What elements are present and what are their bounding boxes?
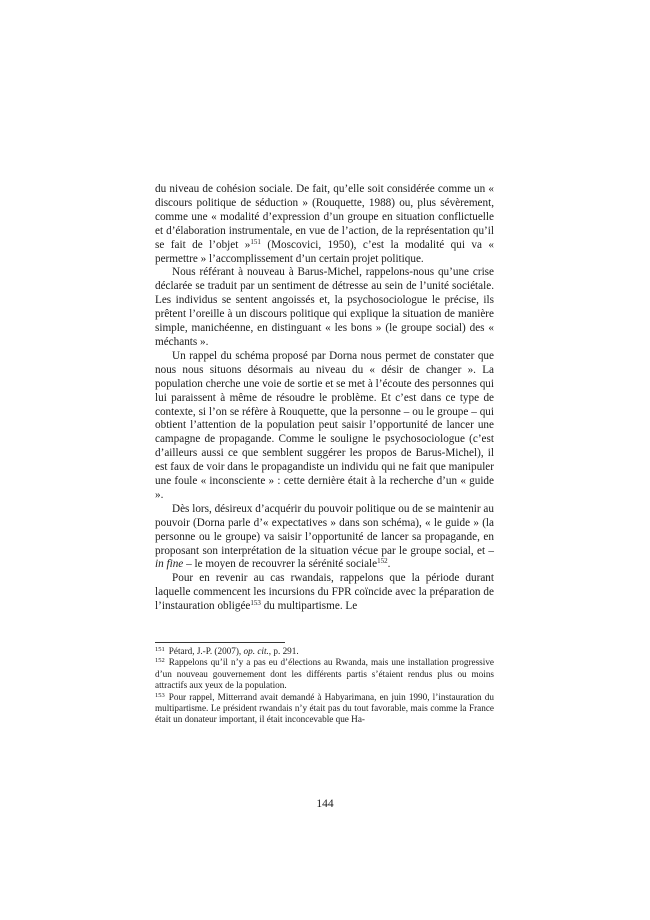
paragraph-4: Dès lors, désireux d’acquérir du pouvoir politique ou de se maintenir au pouvoir (Dorna parle d’« expectatives » dans son schéma), « le guide » (la personne ou le groupe) va saisir l’opportunité de lancer sa propagande, en proposant son interprétation de la situation vécue par le groupe social, et – in fine – le moyen de recouvrer la sérénité sociale$^{152}$.: [155, 502, 494, 571]
paragraph-3: Un rappel du schéma proposé par Dorna nous permet de constater que nous nous situons désormais au niveau du « désir de changer ». La population cherche une voie de sortie et se met à l’écoute des personnes qui lui paraissent à même de résoudre le problème. Et c’est dans ce type de contexte, si l’on se réfère à Rouquette, que la personne – ou le groupe – qui obtient l’attention de la population peut saisir l’opportunité de lancer une campagne de propagande. Comme le souligne le psychosociologue (c’est d’ailleurs aussi ce que semblent suggérer les propos de Barus-Michel), il est faux de voir dans le propagandiste un individu qui ne fait que manipuler une foule « inconsciente » : cette dernière était à la recherche d’un « guide ».: [155, 349, 494, 501]
footnotes: [155, 646, 494, 726]
footnote-separator: [155, 642, 285, 643]
body-text: [155, 183, 494, 614]
page-number: 144: [316, 798, 334, 810]
footnote-151: $^{151}$ Pétard, J.-P. (2007), op. cit., p. 291.: [155, 646, 299, 656]
footnote-number: 151: [155, 646, 165, 653]
footnote-number: 153: [155, 691, 165, 699]
footnote-ref-151[interactable]: 151: [250, 237, 261, 246]
footnote-ref-153[interactable]: 153: [250, 599, 261, 608]
footnote-number: 152: [155, 657, 165, 665]
footnote-153: $^{153}$ Pour rappel, Mitterrand avait demandé à Habyarimana, en juin 1990, l’instauration du multipartisme. Le président rwandais n’y était pas du tout favorable, mais comme la France était un donateur important, il était inconcevable que Ha-: [155, 691, 494, 725]
footnote-ref-152[interactable]: 152: [377, 557, 388, 566]
footnote-152: $^{152}$ Rappelons qu’il n’y a pas eu d’élections au Rwanda, mais une installation progressive d’un nouveau gouvernement dont les différents partis s’étaient rendus plus ou moins attractifs aux yeux de la population.: [155, 657, 494, 691]
latin-phrase: in fine: [155, 558, 184, 571]
paragraph-5: Pour en revenir au cas rwandais, rappelons que la période durant laquelle commencent les incursions du FPR coïncide avec la préparation de l’instauration obligée$^{153}$ du multipartisme. Le: [155, 572, 494, 613]
paragraph-2: Nous référant à nouveau à Barus-Michel, rappelons-nous qu’une crise déclarée se traduit par un sentiment de détresse au sein de l’unité sociétale. Les individus se sentent angoissés et, la psychosociologue le précise, ils prêtent l’oreille à un discours politique qui explique la situation de manière simple, manichéenne, en distinguant « les bons » (le groupe social) des « méchants ».: [155, 266, 494, 348]
paragraph-1: du niveau de cohésion sociale. De fait, qu’elle soit considérée comme un « discours politique de séduction » (Rouquette, 1988) ou, plus sévèrement, comme une « modalité d’expression d’un groupe en situation conflictuelle et d’élaboration instrumentale, en vue de l’action, de la représentation qu’il se fait de l’objet »$^{151}$ (Moscovici, 1950), c’est la modalité qui va « permettre » l’accomplissement d’un certain projet politique.: [155, 183, 494, 265]
